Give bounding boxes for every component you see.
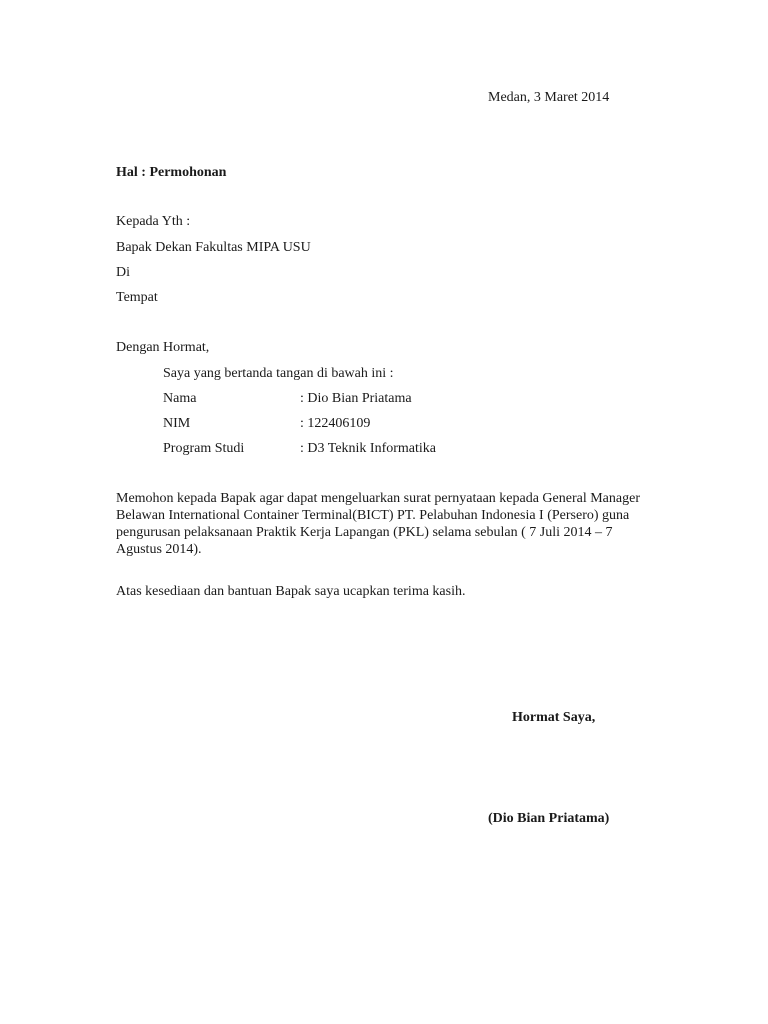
recipient-place: Tempat (116, 290, 158, 305)
greeting: Dengan Hormat, (116, 340, 210, 355)
field-label-name: Nama (163, 391, 197, 406)
field-value-nim: : 122406109 (300, 416, 371, 431)
regards: Hormat Saya, (512, 710, 596, 725)
field-value-program: : D3 Teknik Informatika (300, 441, 437, 456)
request-paragraph: Memohon kepada Bapak agar dapat mengeluarkan surat pernyataan kepada General Manager Belawan International Container Terminal(BICT) PT. Pelabuhan Indonesia I (Persero) guna pengurusan pelaksanaan Praktik Kerja Lapangan (PKL) selama sebulan ( 7 Juli 2014 – 7 Agustus 2014). (116, 491, 640, 557)
field-label-nim: NIM (163, 416, 191, 431)
recipient-at: Di (116, 265, 130, 280)
recipient-salutation: Kepada Yth : (116, 214, 191, 229)
recipient-name: Bapak Dekan Fakultas MIPA USU (116, 240, 311, 255)
subject-line: Hal : Permohonan (116, 165, 227, 180)
closing-sentence: Atas kesediaan dan bantuan Bapak saya ucapkan terima kasih. (116, 584, 466, 599)
intro-sentence: Saya yang bertanda tangan di bawah ini : (163, 366, 394, 381)
field-label-program: Program Studi (163, 441, 245, 456)
signature-name: (Dio Bian Priatama) (488, 811, 610, 826)
field-value-name: : Dio Bian Priatama (300, 391, 412, 406)
place-date: Medan, 3 Maret 2014 (488, 90, 610, 105)
